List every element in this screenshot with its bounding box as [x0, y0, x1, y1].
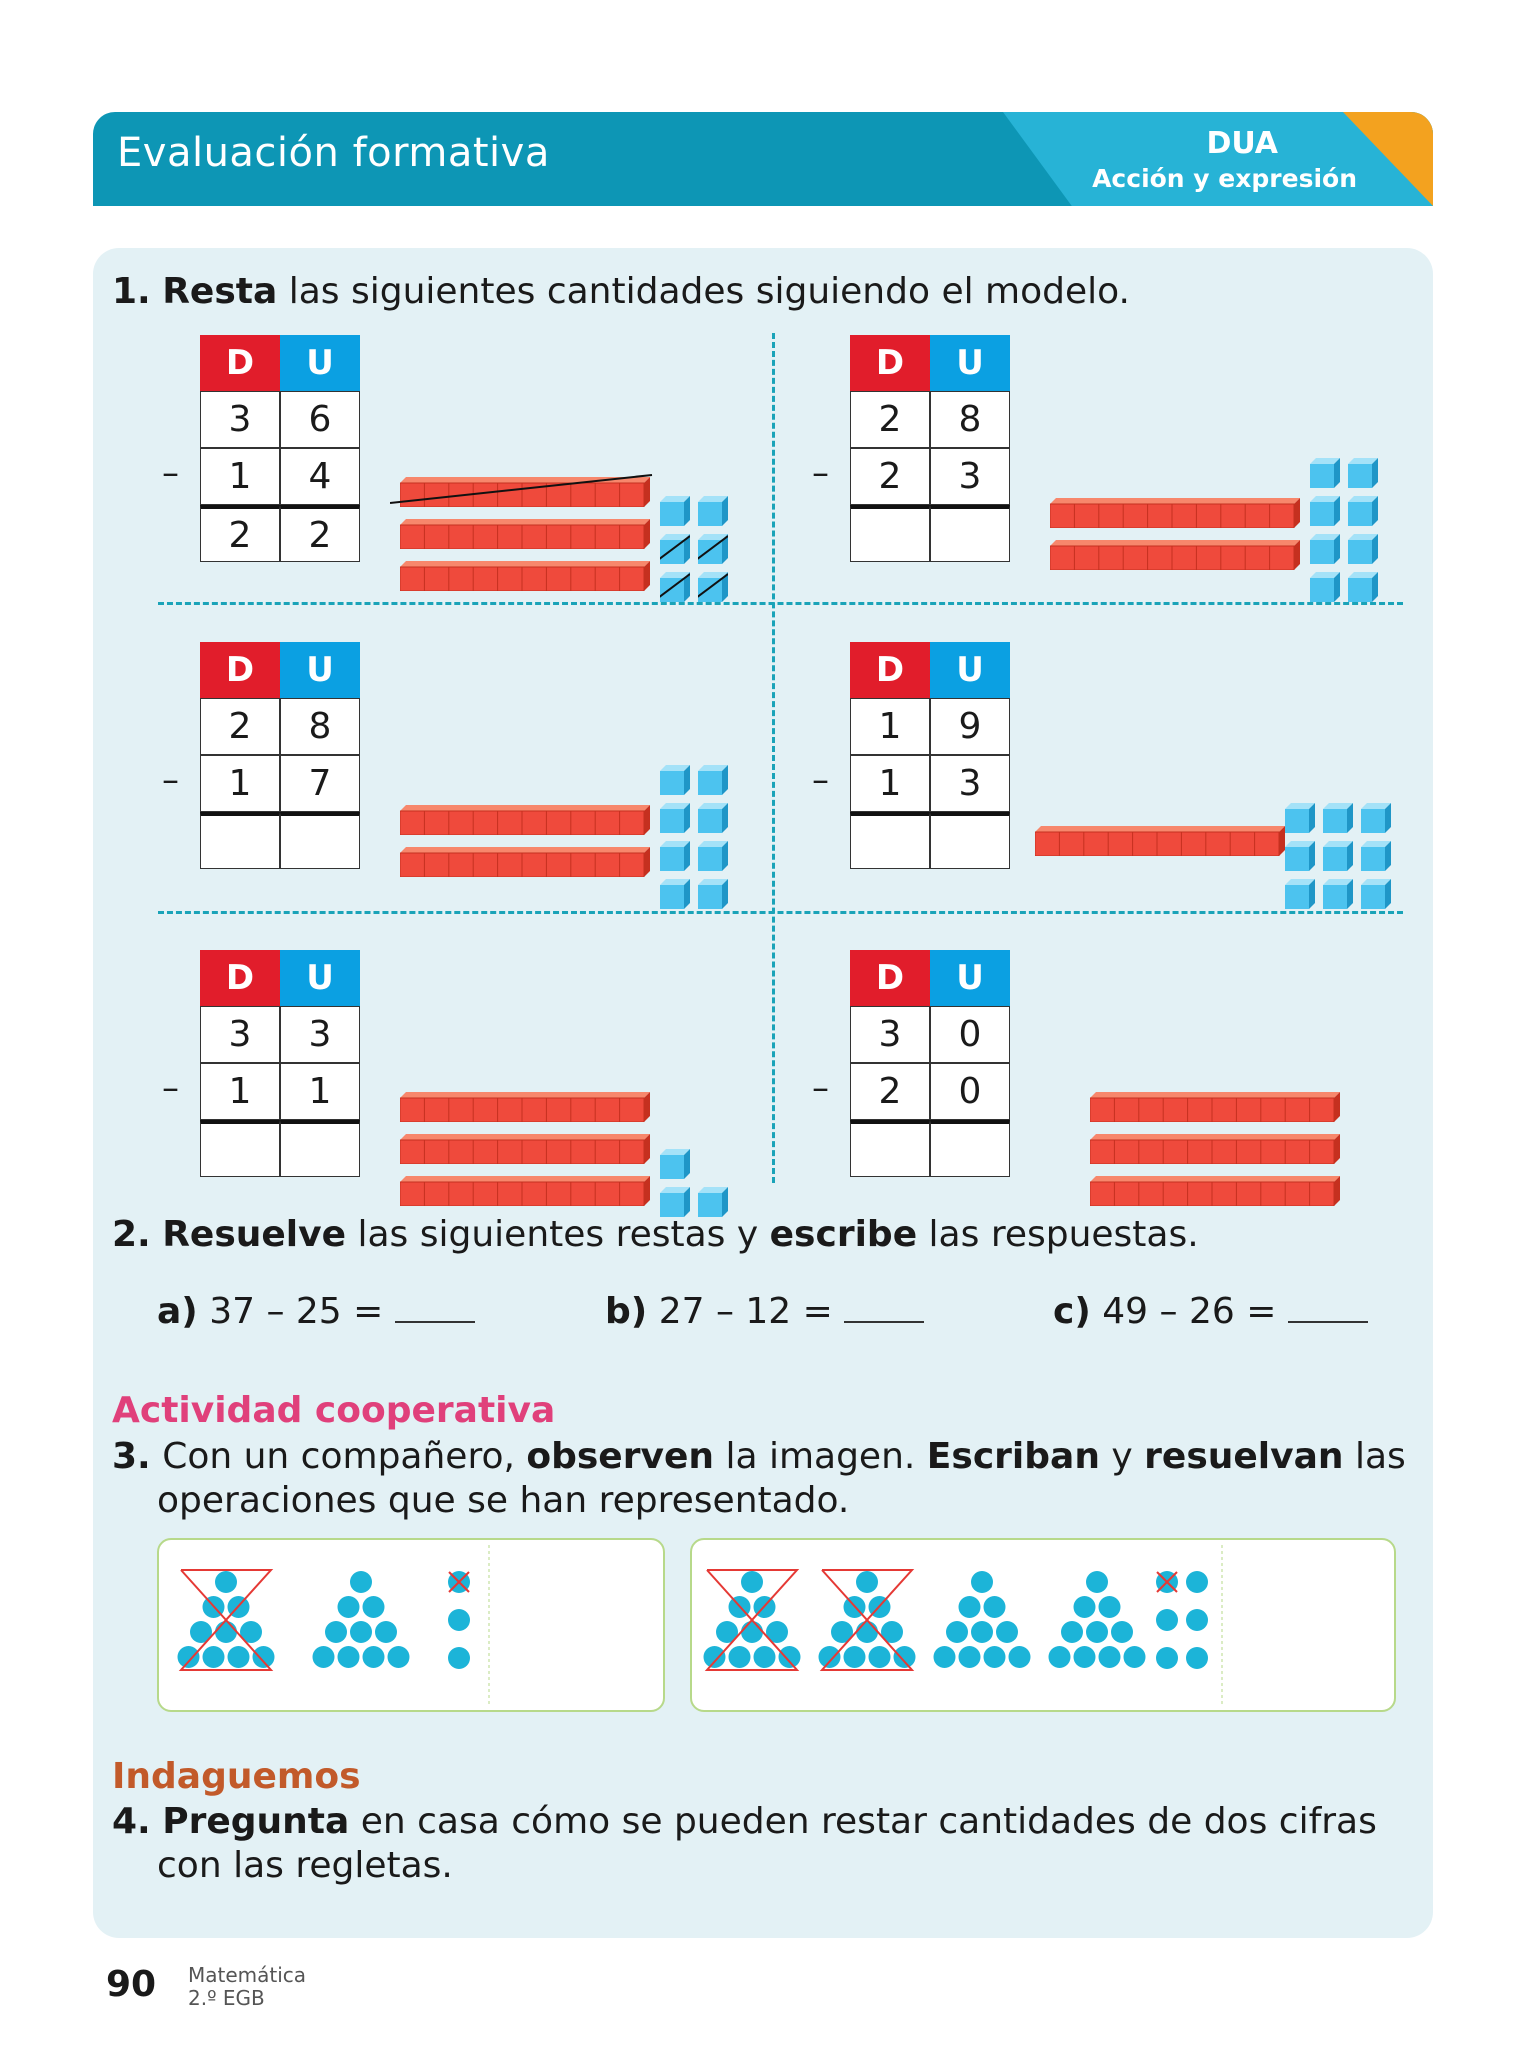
unit-cube: [1323, 879, 1353, 909]
unit-cube: [660, 572, 690, 602]
section-actividad-cooperativa: Actividad cooperativa: [112, 1390, 556, 1431]
grid-divider-horizontal-2: [158, 911, 1403, 914]
q2-item-a: a) 37 – 25 =: [157, 1290, 475, 1334]
dot-illustration-2: [692, 1540, 1394, 1710]
unit-cube: [1285, 879, 1315, 909]
header-d: D: [850, 335, 930, 391]
header-u: U: [930, 642, 1010, 698]
answer-cell[interactable]: [200, 812, 280, 869]
minus-sign: –: [812, 453, 829, 493]
cell: 1: [200, 1063, 280, 1120]
ten-rod: [1050, 540, 1300, 570]
header-d: D: [200, 335, 280, 391]
answer-cell[interactable]: [930, 505, 1010, 562]
du-table: [850, 950, 1010, 1177]
header-banner: [93, 112, 1433, 206]
minus-sign: –: [812, 1068, 829, 1108]
cell: 1: [200, 448, 280, 505]
grid-divider-vertical: [772, 333, 775, 1183]
ten-rod: [1035, 826, 1285, 856]
du-table: [200, 950, 360, 1177]
answer-cell[interactable]: [850, 505, 930, 562]
section-indaguemos: Indaguemos: [112, 1756, 361, 1797]
cell: 2: [850, 448, 930, 505]
answer-blank[interactable]: [395, 1321, 475, 1323]
minus-sign: –: [812, 760, 829, 800]
ten-rod: [400, 1176, 650, 1206]
dua-subtitle: Acción y expresión: [1092, 164, 1357, 193]
unit-cube: [1285, 803, 1315, 833]
unit-cube: [1323, 841, 1353, 871]
header-d: D: [850, 950, 930, 1006]
du-table: [200, 335, 360, 562]
header-u: U: [280, 950, 360, 1006]
answer-cell[interactable]: [930, 812, 1010, 869]
unit-cube: [660, 496, 690, 526]
minus-sign: –: [162, 760, 179, 800]
cell: 3: [280, 1006, 360, 1063]
unit-cube: [660, 841, 690, 871]
ten-rod: [1090, 1176, 1340, 1206]
image-box-1: [157, 1538, 665, 1712]
unit-cube: [1310, 496, 1340, 526]
cell: 0: [930, 1006, 1010, 1063]
minus-sign: –: [162, 453, 179, 493]
answer-cell[interactable]: [850, 812, 930, 869]
du-table: [200, 642, 360, 869]
unit-cube: [660, 1149, 690, 1179]
cell: 8: [930, 391, 1010, 448]
ten-rod: [1090, 1134, 1340, 1164]
q3-line2: operaciones que se han representado.: [157, 1480, 850, 1521]
unit-cube: [660, 765, 690, 795]
cell: 0: [930, 1063, 1010, 1120]
du-table: [850, 642, 1010, 869]
dua-title: DUA: [1206, 126, 1278, 161]
ten-rod: [1090, 1092, 1340, 1122]
ten-rod: [1050, 498, 1300, 528]
cross-out-line: [390, 469, 660, 509]
answer-cell[interactable]: [850, 1120, 930, 1177]
answer-cell[interactable]: [930, 1120, 1010, 1177]
cell: 3: [850, 1006, 930, 1063]
unit-cube: [1361, 879, 1391, 909]
answer-blank[interactable]: [844, 1321, 924, 1323]
answer-blank[interactable]: [1288, 1321, 1368, 1323]
cell: 7: [280, 755, 360, 812]
header-u: U: [280, 642, 360, 698]
unit-cube: [1348, 458, 1378, 488]
unit-cube: [1348, 496, 1378, 526]
q3-line1: 3. Con un compañero, observen la imagen. Escriban y resuelvan las: [112, 1436, 1406, 1477]
ten-rod: [400, 1134, 650, 1164]
du-table: [850, 335, 1010, 562]
cell: 4: [280, 448, 360, 505]
cell: 2: [200, 698, 280, 755]
image-box-2: [690, 1538, 1396, 1712]
unit-cube: [1361, 803, 1391, 833]
q2-item-c: c) 49 – 26 =: [1053, 1290, 1368, 1334]
unit-cube: [1348, 534, 1378, 564]
header-u: U: [280, 335, 360, 391]
cell: 3: [930, 448, 1010, 505]
unit-cube: [1310, 534, 1340, 564]
header-d: D: [200, 950, 280, 1006]
ten-rod: [400, 519, 650, 549]
q4-line1: 4. Pregunta en casa cómo se pueden restar cantidades de dos cifras: [112, 1801, 1377, 1842]
cell: 8: [280, 698, 360, 755]
unit-cube: [698, 803, 728, 833]
ten-rod: [400, 805, 650, 835]
unit-cube: [1348, 572, 1378, 602]
q1-heading: 1. Resta las siguientes cantidades siguiendo el modelo.: [112, 271, 1130, 312]
cell: 3: [200, 1006, 280, 1063]
header-d: D: [200, 642, 280, 698]
cell: 1: [280, 1063, 360, 1120]
header-d: D: [850, 642, 930, 698]
page-number: 90: [106, 1964, 157, 2005]
dot-illustration-1: [159, 1540, 663, 1710]
minus-sign: –: [162, 1068, 179, 1108]
header-u: U: [930, 950, 1010, 1006]
answer-cell[interactable]: 2: [200, 505, 280, 562]
header-u: U: [930, 335, 1010, 391]
unit-cube: [660, 803, 690, 833]
cell: 2: [850, 1063, 930, 1120]
answer-cell[interactable]: [200, 1120, 280, 1177]
cell: 9: [930, 698, 1010, 755]
unit-cube: [1361, 841, 1391, 871]
unit-cube: [698, 496, 728, 526]
footer-subject: Matemática 2.º EGB: [188, 1963, 307, 2010]
unit-cube: [1285, 841, 1315, 871]
cell: 1: [850, 755, 930, 812]
answer-cell[interactable]: 2: [280, 505, 360, 562]
unit-cube: [698, 534, 728, 564]
grid-divider-horizontal-1: [158, 602, 1403, 605]
cell: 3: [200, 391, 280, 448]
unit-cube: [698, 879, 728, 909]
unit-cube: [660, 534, 690, 564]
unit-cube: [1310, 458, 1340, 488]
cell: 3: [930, 755, 1010, 812]
q2-item-b: b) 27 – 12 =: [605, 1290, 924, 1334]
answer-cell[interactable]: [280, 812, 360, 869]
cell: 1: [850, 698, 930, 755]
page-title: Evaluación formativa: [117, 130, 550, 176]
q4-line2: con las regletas.: [157, 1845, 453, 1886]
unit-cube: [698, 841, 728, 871]
cell: 6: [280, 391, 360, 448]
ten-rod: [400, 847, 650, 877]
answer-cell[interactable]: [280, 1120, 360, 1177]
unit-cube: [698, 572, 728, 602]
unit-cube: [660, 879, 690, 909]
cell: 2: [850, 391, 930, 448]
unit-cube: [1323, 803, 1353, 833]
unit-cube: [698, 765, 728, 795]
cell: 1: [200, 755, 280, 812]
q2-heading: 2. Resuelve las siguientes restas y escribe las respuestas.: [112, 1214, 1199, 1255]
ten-rod: [400, 561, 650, 591]
ten-rod: [400, 1092, 650, 1122]
unit-cube: [1310, 572, 1340, 602]
